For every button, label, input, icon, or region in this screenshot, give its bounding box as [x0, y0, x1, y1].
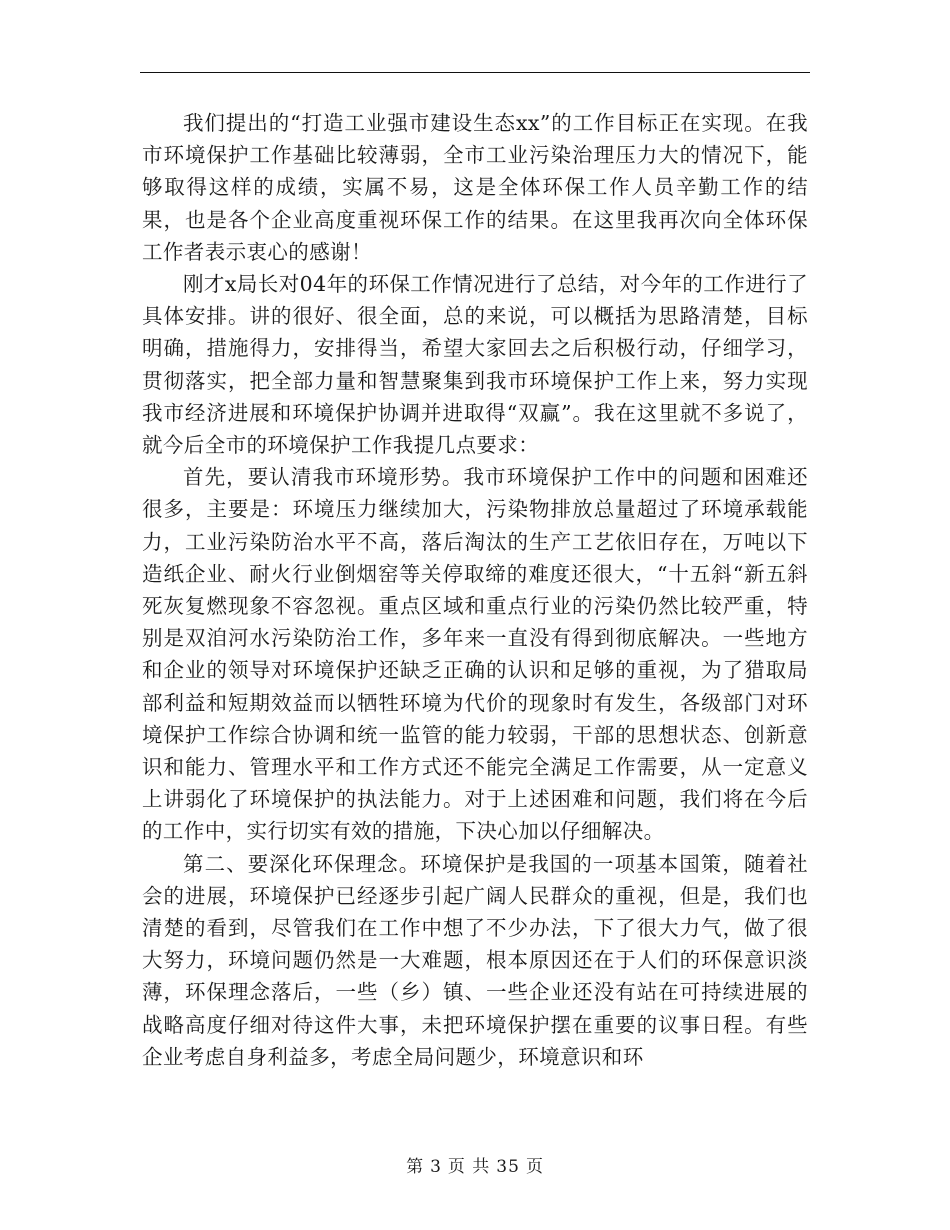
- footer-prefix: 第: [406, 1157, 425, 1177]
- footer-middle: 页 共: [447, 1157, 491, 1177]
- document-body: [142, 107, 808, 1073]
- page-footer: [0, 1152, 950, 1177]
- footer-current-page: 3: [430, 1157, 442, 1177]
- paragraph-3: 首先，要认清我市环境形势。我市环境保护工作中的问题和困难还很多，主要是：环境压力继续加大，污染物排放总量超过了环境承载能力，工业污染防治水平不高，落后淘汰的生产工艺依旧存在，万吨以下造纸企业、耐火行业倒烟窑等关停取缔的难度还很大，“十五斜“新五斜死灰复燃现象不容忽视。重点区域和重点行业的污染仍然比较严重，特别是双洎河水污染防治工作，多年来一直没有得到彻底解决。一些地方和企业的领导对环境保护还缺乏正确的认识和足够的重视，为了猎取局部利益和短期效益而以牺牲环境为代价的现象时有发生，各级部门对环境保护工作综合协调和统一监管的能力较弱，干部的思想状态、创新意识和能力、管理水平和工作方式还不能完全满足工作需要，从一定意义上讲弱化了环境保护的执法能力。对于上述困难和问题，我们将在今后的工作中，实行切实有效的措施，下决心加以仔细解决。: [142, 465, 808, 844]
- header-rule: [140, 72, 810, 73]
- footer-suffix: 页: [525, 1157, 544, 1177]
- footer-total-pages: 35: [496, 1157, 520, 1177]
- paragraph-1: 我们提出的“打造工业强市建设生态xx”的工作目标正在实现。在我市环境保护工作基础比较薄弱，全市工业污染治理压力大的情况下，能够取得这样的成绩，实属不易，这是全体环保工作人员辛勤工作的结果，也是各个企业高度重视环保工作的结果。在这里我再次向全体环保工作者表示衷心的感谢！: [142, 111, 808, 264]
- paragraph-4: 第二、要深化环保理念。环境保护是我国的一项基本国策，随着社会的进展，环境保护已经逐步引起广阔人民群众的重视，但是，我们也清楚的看到，尽管我们在工作中想了不少办法，下了很大力气，做了很大努力，环境问题仍然是一大难题，根本原因还在于人们的环保意识淡薄，环保理念落后，一些（乡）镇、一些企业还没有站在可持续进展的战略高度仔细对待这件大事，未把环境保护摆在重要的议事日程。有些企业考虑自身利益多，考虑全局问题少，环境意识和环: [142, 851, 808, 1069]
- paragraph-2: 刚才x局长对04年的环保工作情况进行了总结，对今年的工作进行了具体安排。讲的很好、很全面，总的来说，可以概括为思路清楚，目标明确，措施得力，安排得当，希望大家回去之后积极行动，仔细学习，贯彻落实，把全部力量和智慧聚集到我市环境保护工作上来，努力实现我市经济进展和环境保护协调并进取得“双赢”。我在这里就不多说了，就今后全市的环境保护工作我提几点要求：: [142, 272, 808, 458]
